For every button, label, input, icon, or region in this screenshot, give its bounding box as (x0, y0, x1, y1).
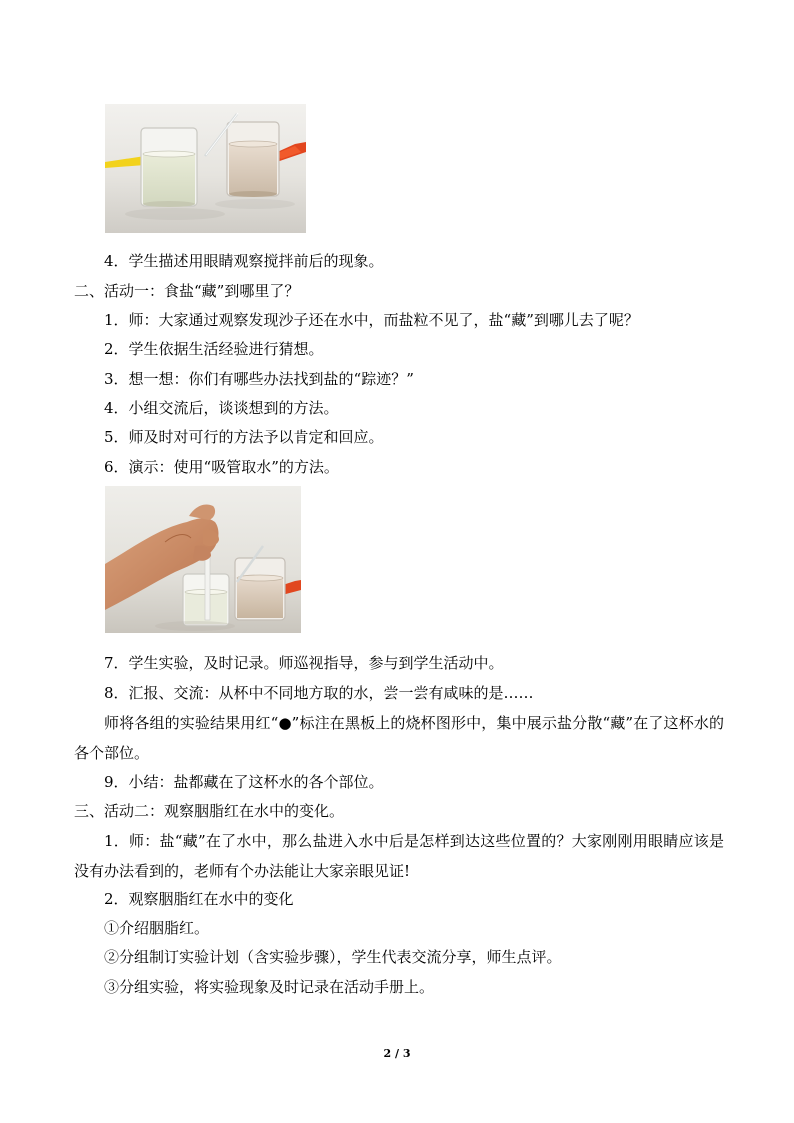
activity-1-step-6: 6．演示：使用“吸管取水”的方法。 (104, 458, 339, 476)
activity-2-substep-2: ②分组制订实验计划（含实验步骤），学生代表交流分享，师生点评。 (104, 948, 562, 966)
activity-2-substep-3: ③分组实验，将实验现象及时记录在活动手册上。 (104, 978, 435, 996)
activity-1-step-7: 7．学生实验，及时记录。师巡视指导，参与到学生活动中。 (104, 654, 504, 672)
activity-1-step-1: 1．师：大家通过观察发现沙子还在水中，而盐粒不见了，盐“藏”到哪儿去了呢？ (104, 311, 639, 329)
activity-2-step-2: 2．观察胭脂红在水中的变化 (104, 890, 294, 908)
activity-1-step-4: 4．小组交流后，谈谈想到的方法。 (104, 399, 339, 417)
teacher-summary-paragraph: 师将各组的实验结果用红“●”标注在黑板上的烧杯图形中，集中展示盐分散“藏”在了这杯水的各个部位。 (74, 714, 724, 762)
activity-1-step-3: 3．想一想：你们有哪些办法找到盐的“踪迹？” (104, 370, 414, 388)
activity-1-step-9: 9．小结：盐都藏在了这杯水的各个部位。 (104, 773, 384, 791)
activity-1-step-2: 2．学生依据生活经验进行猜想。 (104, 340, 324, 358)
activity-1-step-5: 5．师及时对可行的方法予以肯定和回应。 (104, 428, 384, 446)
beakers-photo (105, 104, 306, 233)
activity-2-substep-1: ①介绍胭脂红。 (104, 919, 210, 937)
activity-2-step-1-paragraph: 1．师：盐“藏”在了水中，那么盐进入水中后是怎样到达这些位置的？大家刚刚用眼睛应该是没有办法看到的，老师有个办法能让大家亲眼见证! (74, 832, 724, 880)
section-heading-activity-1: 二、活动一：食盐“藏”到哪里了？ (74, 282, 300, 300)
straw-demo-photo (105, 486, 301, 633)
page-number: 2 / 3 (383, 1047, 411, 1060)
section-heading-activity-2: 三、活动二：观察胭脂红在水中的变化。 (74, 802, 345, 820)
activity-1-step-8: 8．汇报、交流：从杯中不同地方取的水，尝一尝有咸味的是…… (104, 684, 534, 702)
step-4-observe: 4．学生描述用眼睛观察搅拌前后的现象。 (104, 252, 384, 270)
